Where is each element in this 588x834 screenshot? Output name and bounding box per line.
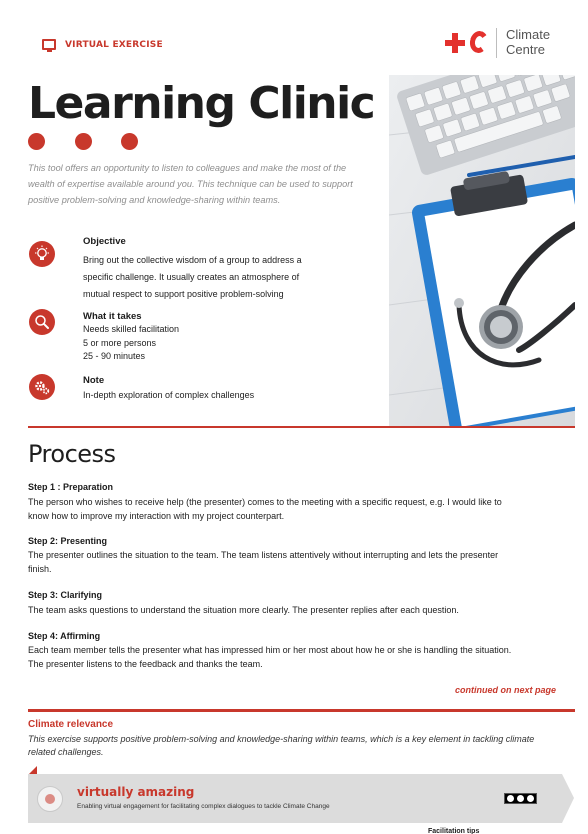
logo-line-2: Centre [506,42,546,57]
climate-relevance-text [28,733,568,759]
lightbulb-icon [29,241,55,267]
step-line: The presenter listens to the feedback and thanks the team. [28,659,263,669]
objective-text [83,252,302,303]
seal-logo [37,786,63,812]
section-divider [28,709,575,712]
objective-line: Bring out the collective wisdom of a group to address a [83,255,302,265]
stethoscope-photo [389,75,575,426]
red-cross-icon [445,33,465,53]
step-title: Step 2: Presenting [28,536,108,546]
gears-icon [29,374,55,400]
facilitation-tips-heading: Facilitation tips [428,828,480,834]
step-title: Step 1 : Preparation [28,482,114,492]
objective-line: specific challenge. It usually creates an atmosphere of [83,272,300,282]
step-line: The person who wishes to receive help (the presenter) comes to the meeting with a specific request, e.g. I would like to [28,497,502,507]
logo-divider [496,28,497,58]
note-text: In-depth exploration of complex challenges [83,390,255,400]
what-it-takes-heading: What it takes [83,311,142,322]
intro-text: This tool offers an opportunity to listen to colleagues and make the most of the wealth of expertise available around you. This technique can be used to support positive problem-solving and knowledge-sharing within teams. [28,163,353,205]
banner-corner [29,766,37,774]
step-line: The presenter outlines the situation to the team. The team listens attentively without interrupting and lets the presenter [28,550,499,560]
requirement-line: Needs skilled facilitation [83,324,180,334]
climate-relevance-line: related challenges. [28,747,104,757]
step-title: Step 3: Clarifying [28,590,103,600]
step-body [28,495,558,523]
red-crescent-icon [468,30,490,55]
what-it-takes-text [83,323,179,364]
requirement-line: 5 or more persons [83,337,157,348]
step-body [28,548,558,576]
process-heading: Process [28,440,116,468]
logo-line-1: Climate [506,27,551,42]
continued-note: continued on next page [455,685,557,695]
objective-line: mutual respect to support positive problem-solving [83,289,284,299]
step-line: finish. [28,564,52,574]
objective-heading: Objective [83,236,126,247]
note-heading: Note [83,375,105,386]
climate-relevance-heading: Climate relevance [28,719,114,730]
step-line: know how to improve my interaction with my project counterpart. [28,511,285,521]
step-line: Each team member tells the presenter what has impressed him or her most about how he or she is handling the situation. [28,645,512,655]
page-title: Learning Clinic [28,78,375,129]
step-title: Step 4: Affirming [28,631,101,641]
climate-relevance-line: This exercise supports positive problem-solving and knowledge-sharing within teams, which is a key element in tackling climate [28,734,535,744]
banner-subtitle: Enabling virtual engagement for facilitating complex dialogues to tackle Climate Change [77,803,330,810]
exercise-label: VIRTUAL EXERCISE [65,40,163,50]
banner-title: virtually amazing [77,785,195,799]
step-body [28,643,558,671]
magnifier-icon [29,309,55,335]
climate-centre-logo [506,27,550,57]
step-line: The team asks questions to understand the situation more clearly. The presenter replies after each question. [28,605,459,615]
step-body [28,603,558,617]
decorative-dot [121,133,138,150]
requirement-line: 25 - 90 minutes [83,351,146,361]
decorative-dot [28,133,45,150]
monitor-icon [42,39,56,50]
creative-commons-icon [504,793,537,804]
decorative-dot [75,133,92,150]
section-divider [28,426,575,428]
